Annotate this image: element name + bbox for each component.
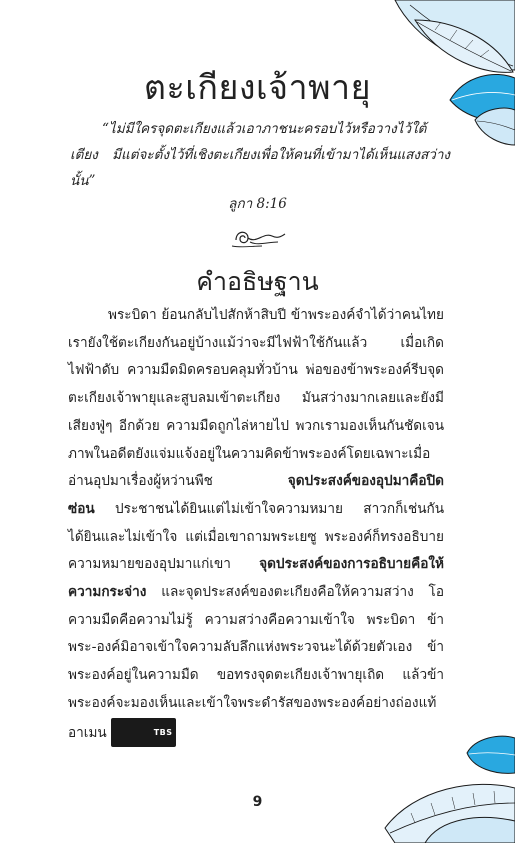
tbs-logo: TBS: [111, 718, 176, 748]
leaf-decoration-bottom: [355, 733, 515, 843]
prayer-text-part3: และจุดประสงค์ของตะเกียงคือให้ความสว่าง โอ ความมืดคือความไม่รู้ ความสว่างคือความเข้าใจ พระบิดา ข้าพระ-องค์มิอาจเข้าใจความลับลึกแห่งพระวจนะได้ด้วยตัวเอง ข้าพระองค์อยู่ในความมืด ขอทรงจุดตะเกียงเจ้าพายุเถิด แล้วข้าพระองค์จะมองเห็นและเข้าใจพระดำรัสของพระองค์อย่างถ่องแท้ อาเมน: [68, 584, 444, 741]
prayer-text-part1: พระบิดา ย้อนกลับไปสักห้าสิบปี ข้าพระองค์จำได้ว่าคนไทยเรายังใช้ตะเกียงกันอยู่บ้างแม้ว่าจะมีไฟฟ้าใช้กันแล้ว เมื่อเกิดไฟฟ้าดับ ความมืดมิดครอบคลุมทั่วบ้าน พ่อของข้าพระองค์รีบจุดตะเกียงเจ้าพายุและสูบลมเข้าตะเกียง มันสว่างมากเลยและยังมีเสียงฟู่ๆ อีกด้วย ความมืดถูกไล่หายไป พวกเรามองเห็นกันชัดเจน ภาพในอดีตยังแจ่มแจ้งอยู่ในความคิดข้าพระองค์โดยเฉพาะเมื่ออ่านอุปมาเรื่องผู้หว่านพืช: [68, 307, 444, 490]
prayer-bold-phrase-1: จุดประสงค์ของอุปมาคือปิดซ่อน: [68, 473, 444, 517]
prayer-body: [68, 302, 444, 747]
scripture-quote: “ไม่มีใครจุดตะเกียงแล้วเอาภาชนะครอบไว้หรือวางไว้ใต้เตียง มีแต่จะตั้งไว้ที่เชิงตะเกียงเพื่อให้คนที่เข้ามาได้เห็นแสงสว่างนั้น”: [70, 121, 450, 189]
prayer-bold-phrase-2: จุดประสงค์ของการอธิบายคือให้ความกระจ่าง: [68, 556, 444, 601]
page-title: ตะเกียงเจ้าพายุ: [143, 68, 372, 108]
page-number: 9: [252, 794, 263, 810]
ornament-flourish-icon: [228, 224, 288, 252]
prayer-heading: คำอธิษฐาน: [196, 267, 319, 296]
prayer-text-part2: ประชาชนได้ยินแต่ไม่เข้าใจความหมาย สาวกก็เช่นกันได้ยินและไม่เข้าใจ แต่เมื่อเขาถามพระเยซู พระองค์ก็ทรงอธิบายความหมายของอุปมาแก่เขา: [68, 500, 445, 573]
scripture-reference: ลูกา 8:16: [228, 196, 287, 212]
